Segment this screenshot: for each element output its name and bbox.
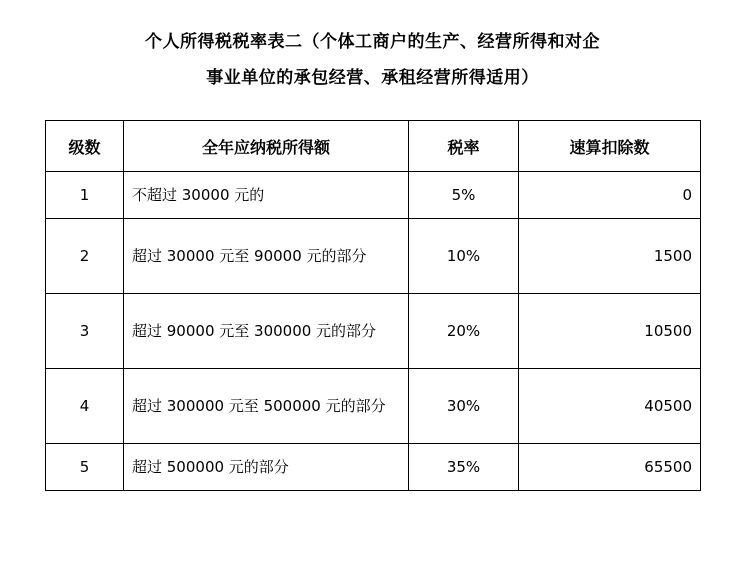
table-body (46, 172, 701, 491)
tax-table-container (45, 120, 700, 491)
column-header-level: 级数 (46, 121, 124, 172)
cell-deduction: 0 (519, 172, 701, 219)
cell-deduction: 40500 (519, 369, 701, 444)
cell-rate: 35% (409, 444, 519, 491)
cell-range: 超过 90000 元至 300000 元的部分 (124, 294, 409, 369)
table-header-row (46, 121, 701, 172)
cell-range: 超过 300000 元至 500000 元的部分 (124, 369, 409, 444)
page-title (0, 0, 745, 96)
column-header-range: 全年应纳税所得额 (124, 121, 409, 172)
table-row (46, 219, 701, 294)
cell-deduction: 65500 (519, 444, 701, 491)
table-row (46, 172, 701, 219)
table-header (46, 121, 701, 172)
page-title-line-2: 事业单位的承包经营、承租经营所得适用） (206, 68, 539, 88)
cell-rate: 20% (409, 294, 519, 369)
cell-level: 3 (46, 294, 124, 369)
cell-level: 4 (46, 369, 124, 444)
cell-deduction: 10500 (519, 294, 701, 369)
cell-range: 超过 500000 元的部分 (124, 444, 409, 491)
table-row (46, 294, 701, 369)
page-title-line-1: 个人所得税税率表二（个体工商户的生产、经营所得和对企 (145, 32, 600, 52)
cell-level: 1 (46, 172, 124, 219)
cell-range: 不超过 30000 元的 (124, 172, 409, 219)
cell-level: 2 (46, 219, 124, 294)
column-header-rate: 税率 (409, 121, 519, 172)
table-row (46, 369, 701, 444)
cell-deduction: 1500 (519, 219, 701, 294)
cell-rate: 30% (409, 369, 519, 444)
table-row (46, 444, 701, 491)
cell-rate: 5% (409, 172, 519, 219)
tax-rate-table (45, 120, 701, 491)
cell-range: 超过 30000 元至 90000 元的部分 (124, 219, 409, 294)
cell-rate: 10% (409, 219, 519, 294)
column-header-deduction: 速算扣除数 (519, 121, 701, 172)
cell-level: 5 (46, 444, 124, 491)
